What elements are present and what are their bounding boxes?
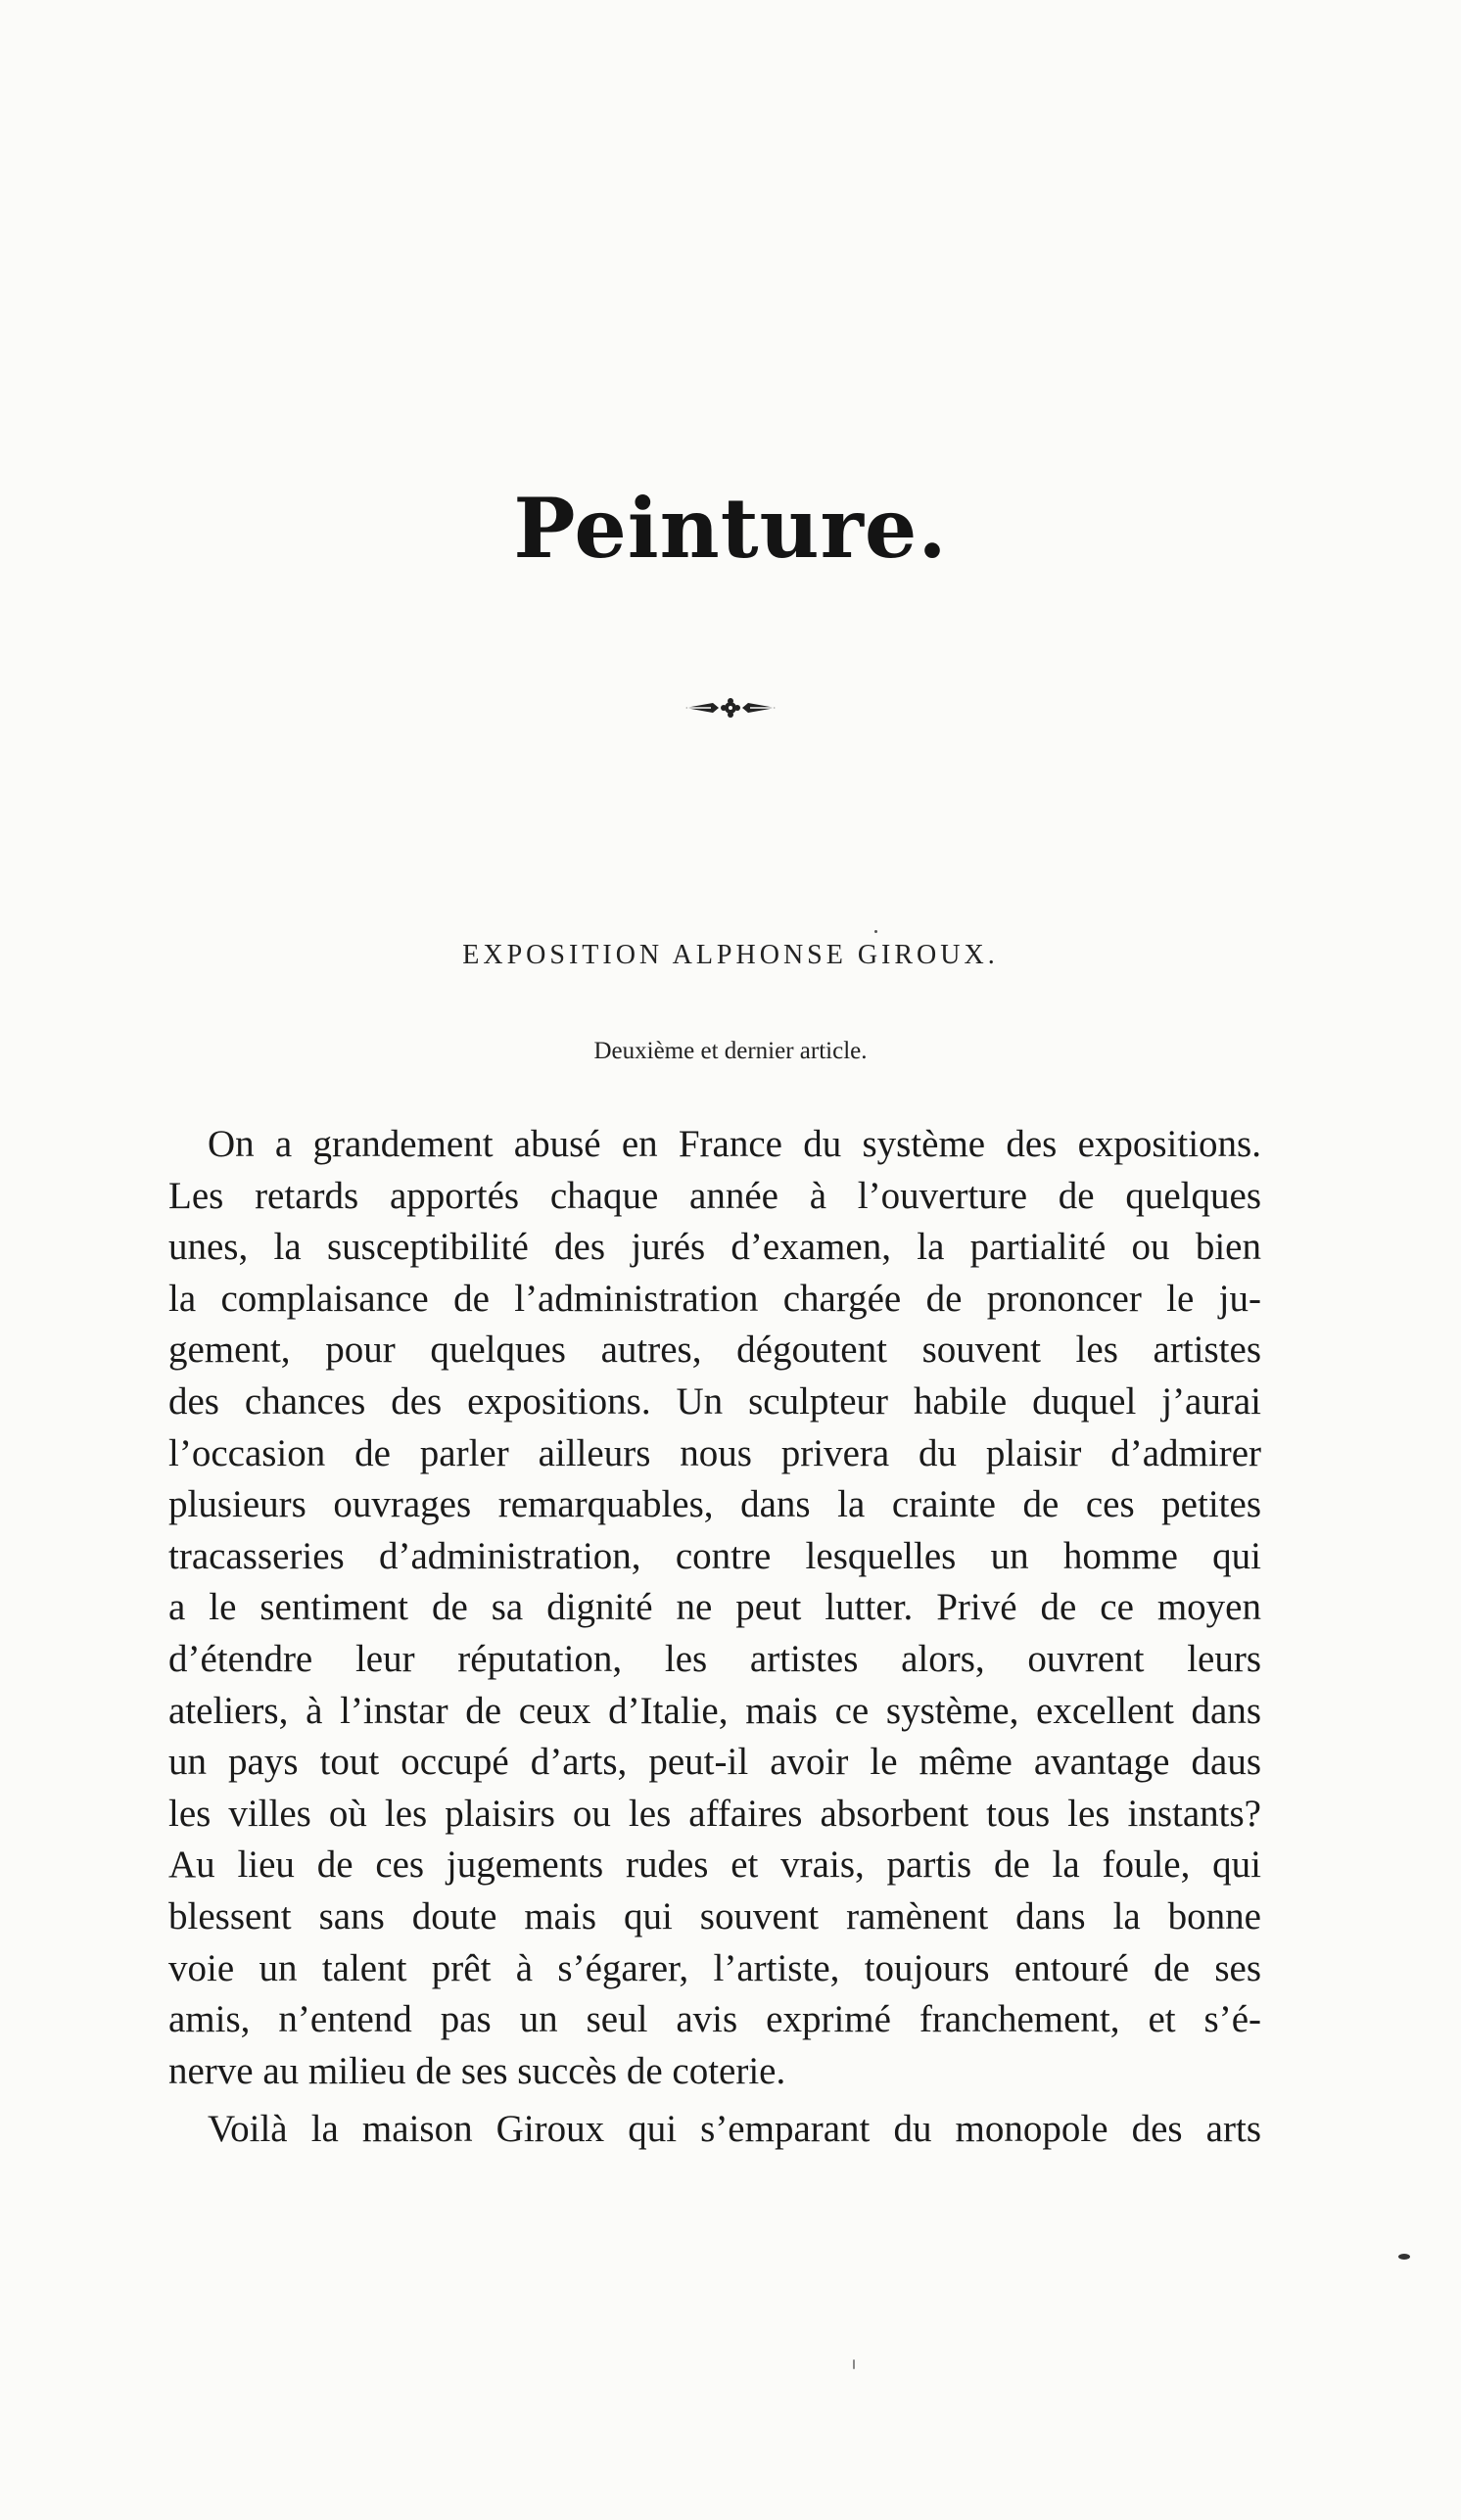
paragraph <box>168 1119 1261 2097</box>
text-line: blessent sans doute mais qui souvent ramènent dans la bonne <box>168 1894 1261 1937</box>
text-line: la complaisance de l’administration chargée de prononcer le ju- <box>168 1277 1261 1320</box>
article-body <box>168 1119 1261 2156</box>
ink-speck <box>853 2359 855 2369</box>
page-title: Peinture. <box>513 480 948 577</box>
text-line: unes, la susceptibilité des jurés d’examen, la partialité ou bien <box>168 1226 1261 1269</box>
text-line: Voilà la maison Giroux qui s’emparant du monopole des arts <box>208 2108 1261 2151</box>
paragraph <box>168 2104 1261 2156</box>
text-line: a le sentiment de sa dignité ne peut lutter. Privé de ce moyen <box>168 1586 1261 1629</box>
text-line: ateliers, à l’instar de ceux d’Italie, mais ce système, excellent dans <box>168 1689 1261 1732</box>
text-line: On a grandement abusé en France du système des expositions. <box>208 1123 1261 1165</box>
text-line: Au lieu de ces jugements rudes et vrais, partis de la foule, qui <box>168 1843 1261 1887</box>
text-line: un pays tout occupé d’arts, peut-il avoir le même avantage daus <box>168 1741 1261 1784</box>
text-line: Les retards apportés chaque année à l’ouverture de quelques <box>168 1174 1261 1217</box>
text-line: plusieurs ouvrages remarquables, dans la crainte de ces petites <box>168 1483 1261 1526</box>
article-subheading: Deuxième et dernier article. <box>593 1038 868 1064</box>
text-line: d’étendre leur réputation, les artistes alors, ouvrent leurs <box>168 1637 1261 1680</box>
article-heading: EXPOSITION ALPHONSE GIROUX. <box>462 940 999 970</box>
fleuron-ornament-icon <box>0 697 1461 721</box>
text-line: gement, pour quelques autres, dégoutent souvent les artistes <box>168 1329 1261 1372</box>
text-line: l’occasion de parler ailleurs nous privera du plaisir d’admirer <box>168 1431 1261 1474</box>
text-line: les villes où les plaisirs ou les affaires absorbent tous les instants? <box>168 1792 1261 1835</box>
text-line: nerve au milieu de ses succès de coterie. <box>168 2049 786 2092</box>
text-line: des chances des expositions. Un sculpteur habile duquel j’aurai <box>168 1379 1261 1423</box>
ink-speck <box>1398 2254 1410 2260</box>
text-line: tracasseries d’administration, contre lesquelles un homme qui <box>168 1534 1261 1577</box>
text-line: voie un talent prêt à s’égarer, l’artiste, toujours entouré de ses <box>168 1946 1261 1989</box>
ink-speck <box>874 930 877 933</box>
text-line: amis, n’entend pas un seul avis exprimé franchement, et s’é- <box>168 1998 1261 2041</box>
